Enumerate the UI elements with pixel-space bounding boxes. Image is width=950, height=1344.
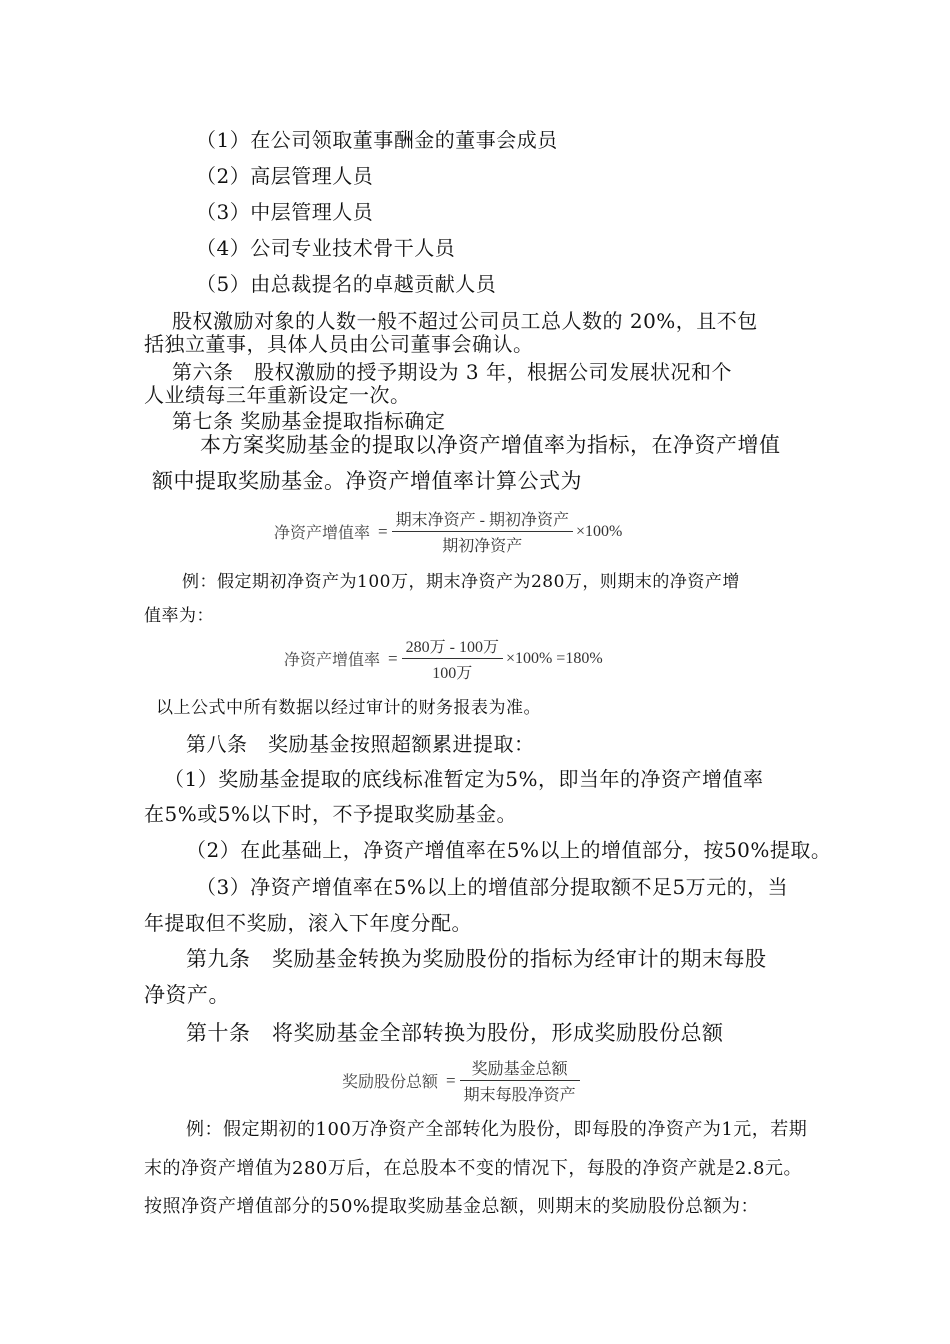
paragraph-line: （3）净资产增值率在5%以上的增值部分提取额不足5万元的，当 xyxy=(196,875,789,899)
paragraph-line: 本方案奖励基金的提取以净资产增值率为指标，在净资产增值 xyxy=(200,433,781,457)
formula-fraction xyxy=(402,634,503,683)
paragraph-line: （2）在此基础上，净资产增值率在5%以上的增值部分，按50%提取。 xyxy=(186,838,832,862)
formula-lhs: 净资产增值率 xyxy=(274,525,371,542)
formula-rhs: ×100% =180% xyxy=(505,649,603,667)
formula-denominator: 期末每股净资产 xyxy=(463,1087,576,1104)
example-line: 末的净资产增值为280万后，在总股本不变的情况下，每股的净资产就是2.8元。 xyxy=(144,1158,802,1179)
formula-fraction xyxy=(392,507,573,556)
formula-rhs: ×100% xyxy=(575,522,623,540)
note-line: 以上公式中所有数据以经过审计的财务报表为准。 xyxy=(156,698,541,718)
formula-lhs: 奖励股份总额 xyxy=(342,1074,439,1091)
reward-shares-formula xyxy=(342,1056,580,1105)
paragraph-line: 净资产。 xyxy=(144,983,230,1007)
example-line: 按照净资产增值部分的50%提取奖励基金总额，则期末的奖励股份总额为： xyxy=(144,1196,760,1217)
formula-denominator: 100万 xyxy=(432,665,473,682)
paragraph-line: 括独立董事，具体人员由公司董事会确认。 xyxy=(144,332,534,356)
paragraph-line: 人业绩每三年重新设定一次。 xyxy=(144,383,411,407)
formula-lhs: 净资产增值率 xyxy=(284,652,381,669)
list-item: （4）公司专业技术骨干人员 xyxy=(196,236,456,260)
formula-equals: = xyxy=(446,1070,456,1090)
article-8-heading: 第八条 奖励基金按照超额累进提取： xyxy=(186,732,535,756)
formula-numerator: 期末净资产 - 期初净资产 xyxy=(395,512,569,529)
example-line: 例：假定期初净资产为100万，期末净资产为280万，则期末的净资产增 xyxy=(182,572,740,592)
article-9-heading: 第九条 奖励基金转换为奖励股份的指标为经审计的期末每股 xyxy=(186,947,767,971)
article-7-heading: 第七条 奖励基金提取指标确定 xyxy=(172,409,446,433)
paragraph-line: 额中提取奖励基金。净资产增值率计算公式为 xyxy=(152,469,582,493)
article-6-heading: 第六条 股权激励的授予期设为 3 年，根据公司发展状况和个 xyxy=(172,360,732,384)
formula-numerator: 280万 - 100万 xyxy=(405,639,499,656)
formula-equals: = xyxy=(388,648,398,668)
example-growth-formula xyxy=(284,634,603,683)
list-item: （2）高层管理人员 xyxy=(196,164,374,188)
formula-equals: = xyxy=(378,521,388,541)
list-item: （5）由总裁提名的卓越贡献人员 xyxy=(196,272,497,296)
growth-rate-formula xyxy=(274,507,622,556)
list-item: （3）中层管理人员 xyxy=(196,200,374,224)
paragraph-line: （1）奖励基金提取的底线标准暂定为5%，即当年的净资产增值率 xyxy=(164,767,764,791)
list-item: （1）在公司领取董事酬金的董事会成员 xyxy=(196,128,558,152)
paragraph-line: 年提取但不奖励，滚入下年度分配。 xyxy=(144,911,472,935)
example-line: 值率为： xyxy=(144,606,214,626)
article-10-heading: 第十条 将奖励基金全部转换为股份，形成奖励股份总额 xyxy=(186,1021,724,1045)
formula-numerator: 奖励基金总额 xyxy=(471,1061,568,1078)
paragraph-line: 股权激励对象的人数一般不超过公司员工总人数的 20%，且不包 xyxy=(172,309,758,333)
example-line: 例：假定期初的100万净资产全部转化为股份，即每股的净资产为1元，若期 xyxy=(186,1119,808,1140)
formula-fraction xyxy=(460,1056,580,1105)
paragraph-line: 在5%或5%以下时，不予提取奖励基金。 xyxy=(144,802,517,826)
formula-denominator: 期初净资产 xyxy=(442,538,523,555)
